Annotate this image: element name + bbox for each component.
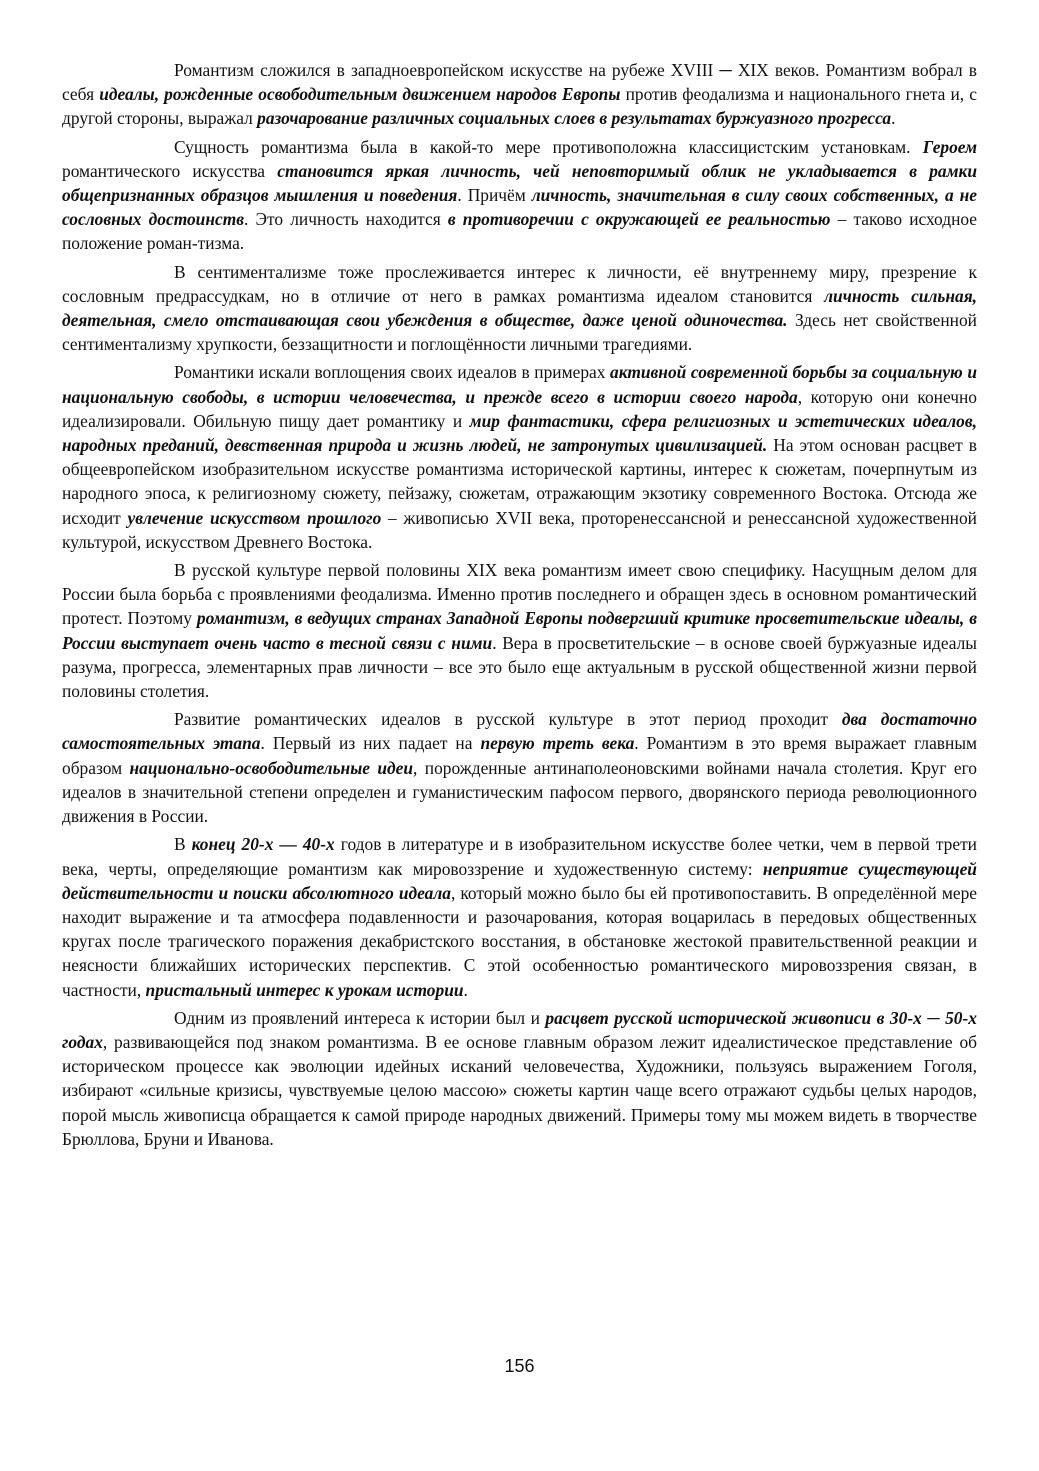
emphasis-text: в противоречии с окружающей ее реальностью: [447, 209, 831, 230]
text-run: . Романтиэм в это время выражает главным образом: [62, 733, 978, 778]
text-run: Романтики искали воплощения своих идеалов в примерах: [174, 362, 611, 383]
paragraph: [62, 58, 977, 131]
emphasis-text: неприятие существующей действительности и поиски абсолютного идеала: [62, 858, 977, 903]
text-run: , которую они конечно идеализировали. Обильную пищу дает романтику и: [62, 386, 977, 431]
text-run: В русской культуре первой половины XIX века романтизм имеет свою специфику. Насущным делом для России была борьба с проявлениями феодализма. Именно против последнего и обращен здесь в основном романтический протест. Поэтому: [62, 560, 977, 629]
text-run: , развивающейся под знаком романтизма. В ее основе главным образом лежит идеалистическое представление об историческом процессе как эволюции идейных исканий человечества, Художники, пользуясь выражением Гоголя, избирают «сильные кризисы, чувствуемые целою массою» сюжеты картин чаще всего отражают судьбы целых народов, порой мысль живописца обращается к самой природе народных движений. Примеры тому мы можем видеть в творчестве Брюллова, Бруни и Иванова.: [62, 1031, 977, 1149]
emphasis-text: пристальный интерес к урокам истории: [145, 979, 464, 1000]
emphasis-text: романтизм, в ведущих странах Западной Европы подвергший критике просветительские идеалы, в России выступает очень часто в тесной связи с ними: [62, 608, 978, 653]
emphasis-text: личность сильная, деятельная, смело отстаивающая свои убеждения в обществе, даже ценой одиночества.: [62, 285, 977, 331]
emphasis-text: становится яркая личность, чей неповторимый облик не укладывается в рамки общепризнанных образцов мышления и поведения: [62, 160, 977, 206]
emphasis-text: идеалы, рожденные освободительным движением народов Европы: [99, 84, 621, 105]
document-body: [62, 58, 977, 1155]
paragraph: [62, 832, 977, 1001]
text-run: против феодализма и национального гнета и, с другой стороны, выражал: [62, 84, 978, 129]
text-run: . Вера в просветительские – в основе своей буржуазные идеалы разума, прогресса, элементарных прав личности – все это было еще актуальным в русской общественной жизни первой половины столетия.: [62, 632, 977, 702]
text-run: годов в литературе и в изобразительном искусстве более четки, чем в первой трети века, черты, определяющие романтизм как мировоззрение и художественную систему:: [62, 834, 977, 879]
emphasis-text: первую треть века: [480, 733, 635, 754]
text-run: .: [891, 108, 896, 129]
text-run: .: [463, 979, 468, 1000]
emphasis-text: конец 20-х — 40-х: [191, 834, 335, 855]
emphasis-text: разочарование различных социальных слоев в результатах буржуазного прогресса: [257, 108, 892, 129]
emphasis-text: активной современной борьбы за социальную и национальную свободы, в истории человечества, и прежде всего в истории своего народа: [62, 362, 977, 407]
text-run: В сентиментализме тоже прослеживается интерес к личности, её внутреннему миру, презрение к сословным предрассудкам, но в отличие от него в рамках романтизма идеалом становится: [62, 261, 977, 306]
page-number: 156: [504, 1356, 535, 1376]
emphasis-text: национально-освободительные идеи: [129, 757, 414, 778]
emphasis-text: увлечение искусством прошлого: [127, 507, 382, 528]
text-run: В: [174, 834, 192, 855]
text-run: Развитие романтических идеалов в русской культуре в этот период проходит: [174, 709, 842, 730]
text-run: – живописью XVII века, проторенессансной и ренессансной художественной культурой, искусством Древнего Востока.: [62, 507, 977, 552]
text-run: – таково исходное положение роман-тизма.: [62, 209, 978, 254]
text-run: Здесь нет свойственной сентиментализму хрупкости, беззащитности и поглощённости личными трагедиями.: [62, 310, 977, 355]
emphasis-text: два достаточно самостоятельных этапа: [62, 709, 978, 754]
text-run: , порожденные антинаполеоновскими войнами начала столетия. Круг его идеалов в значительной степени определен и гуманистическим пафосом первого, дворянского периода революционного движения в России.: [62, 757, 977, 827]
text-run: Одним из проявлений интереса к истории был и: [174, 1007, 546, 1028]
text-run: романтического искусства: [62, 160, 278, 181]
paragraph: [62, 558, 977, 703]
text-run: Сущность романтизма была в какой-то мере противоположна классицистским установкам.: [174, 136, 923, 157]
text-run: На этом основан расцвет в общеевропейском изобразительном искусстве романтизма исторической картины, интерес к сюжетам, почерпнутым из народного эпоса, к религиозному сюжету, пейзажу, сюжетам, отражающим экзотику современного Востока. Отсюда же исходит: [62, 435, 977, 528]
paragraph: [62, 707, 977, 828]
paragraph: [62, 135, 977, 256]
text-run: . Первый из них падает на: [260, 733, 481, 754]
text-run: . Это личность находится: [244, 209, 448, 230]
text-run: Романтизм сложился в западноевропейском искусстве на рубеже XVIII ─ XIX веков. Романтизм вобрал в себя: [62, 60, 977, 105]
emphasis-text: мир фантастики, сфера религиозных и эстетических идеалов, народных преданий, девственная природа и жизнь людей, не затронутых цивилизацией.: [62, 410, 977, 456]
text-run: . Причём: [457, 185, 532, 206]
emphasis-text: личность, значительная в силу своих собственных, а не сословных достоинств: [62, 185, 978, 230]
text-run: , который можно было бы ей противопоставить. В определённой мере находит выражение и та атмосфера подавленности и разочарования, которая воцарилась в передовых общественных кругах после трагического поражения декабристского восстания, в обстановке жестокой правительственной реакции и неясности ближайших исторических перспектив. С этой особенностью романтического мировоззрения связан, в частности,: [62, 882, 977, 1000]
emphasis-text: Героем: [922, 136, 977, 157]
emphasis-text: расцвет русской исторической живописи в 30-х ─ 50-х годах: [62, 1007, 977, 1052]
paragraph: [62, 1006, 977, 1151]
paragraph: [62, 260, 977, 357]
paragraph: [62, 360, 977, 554]
